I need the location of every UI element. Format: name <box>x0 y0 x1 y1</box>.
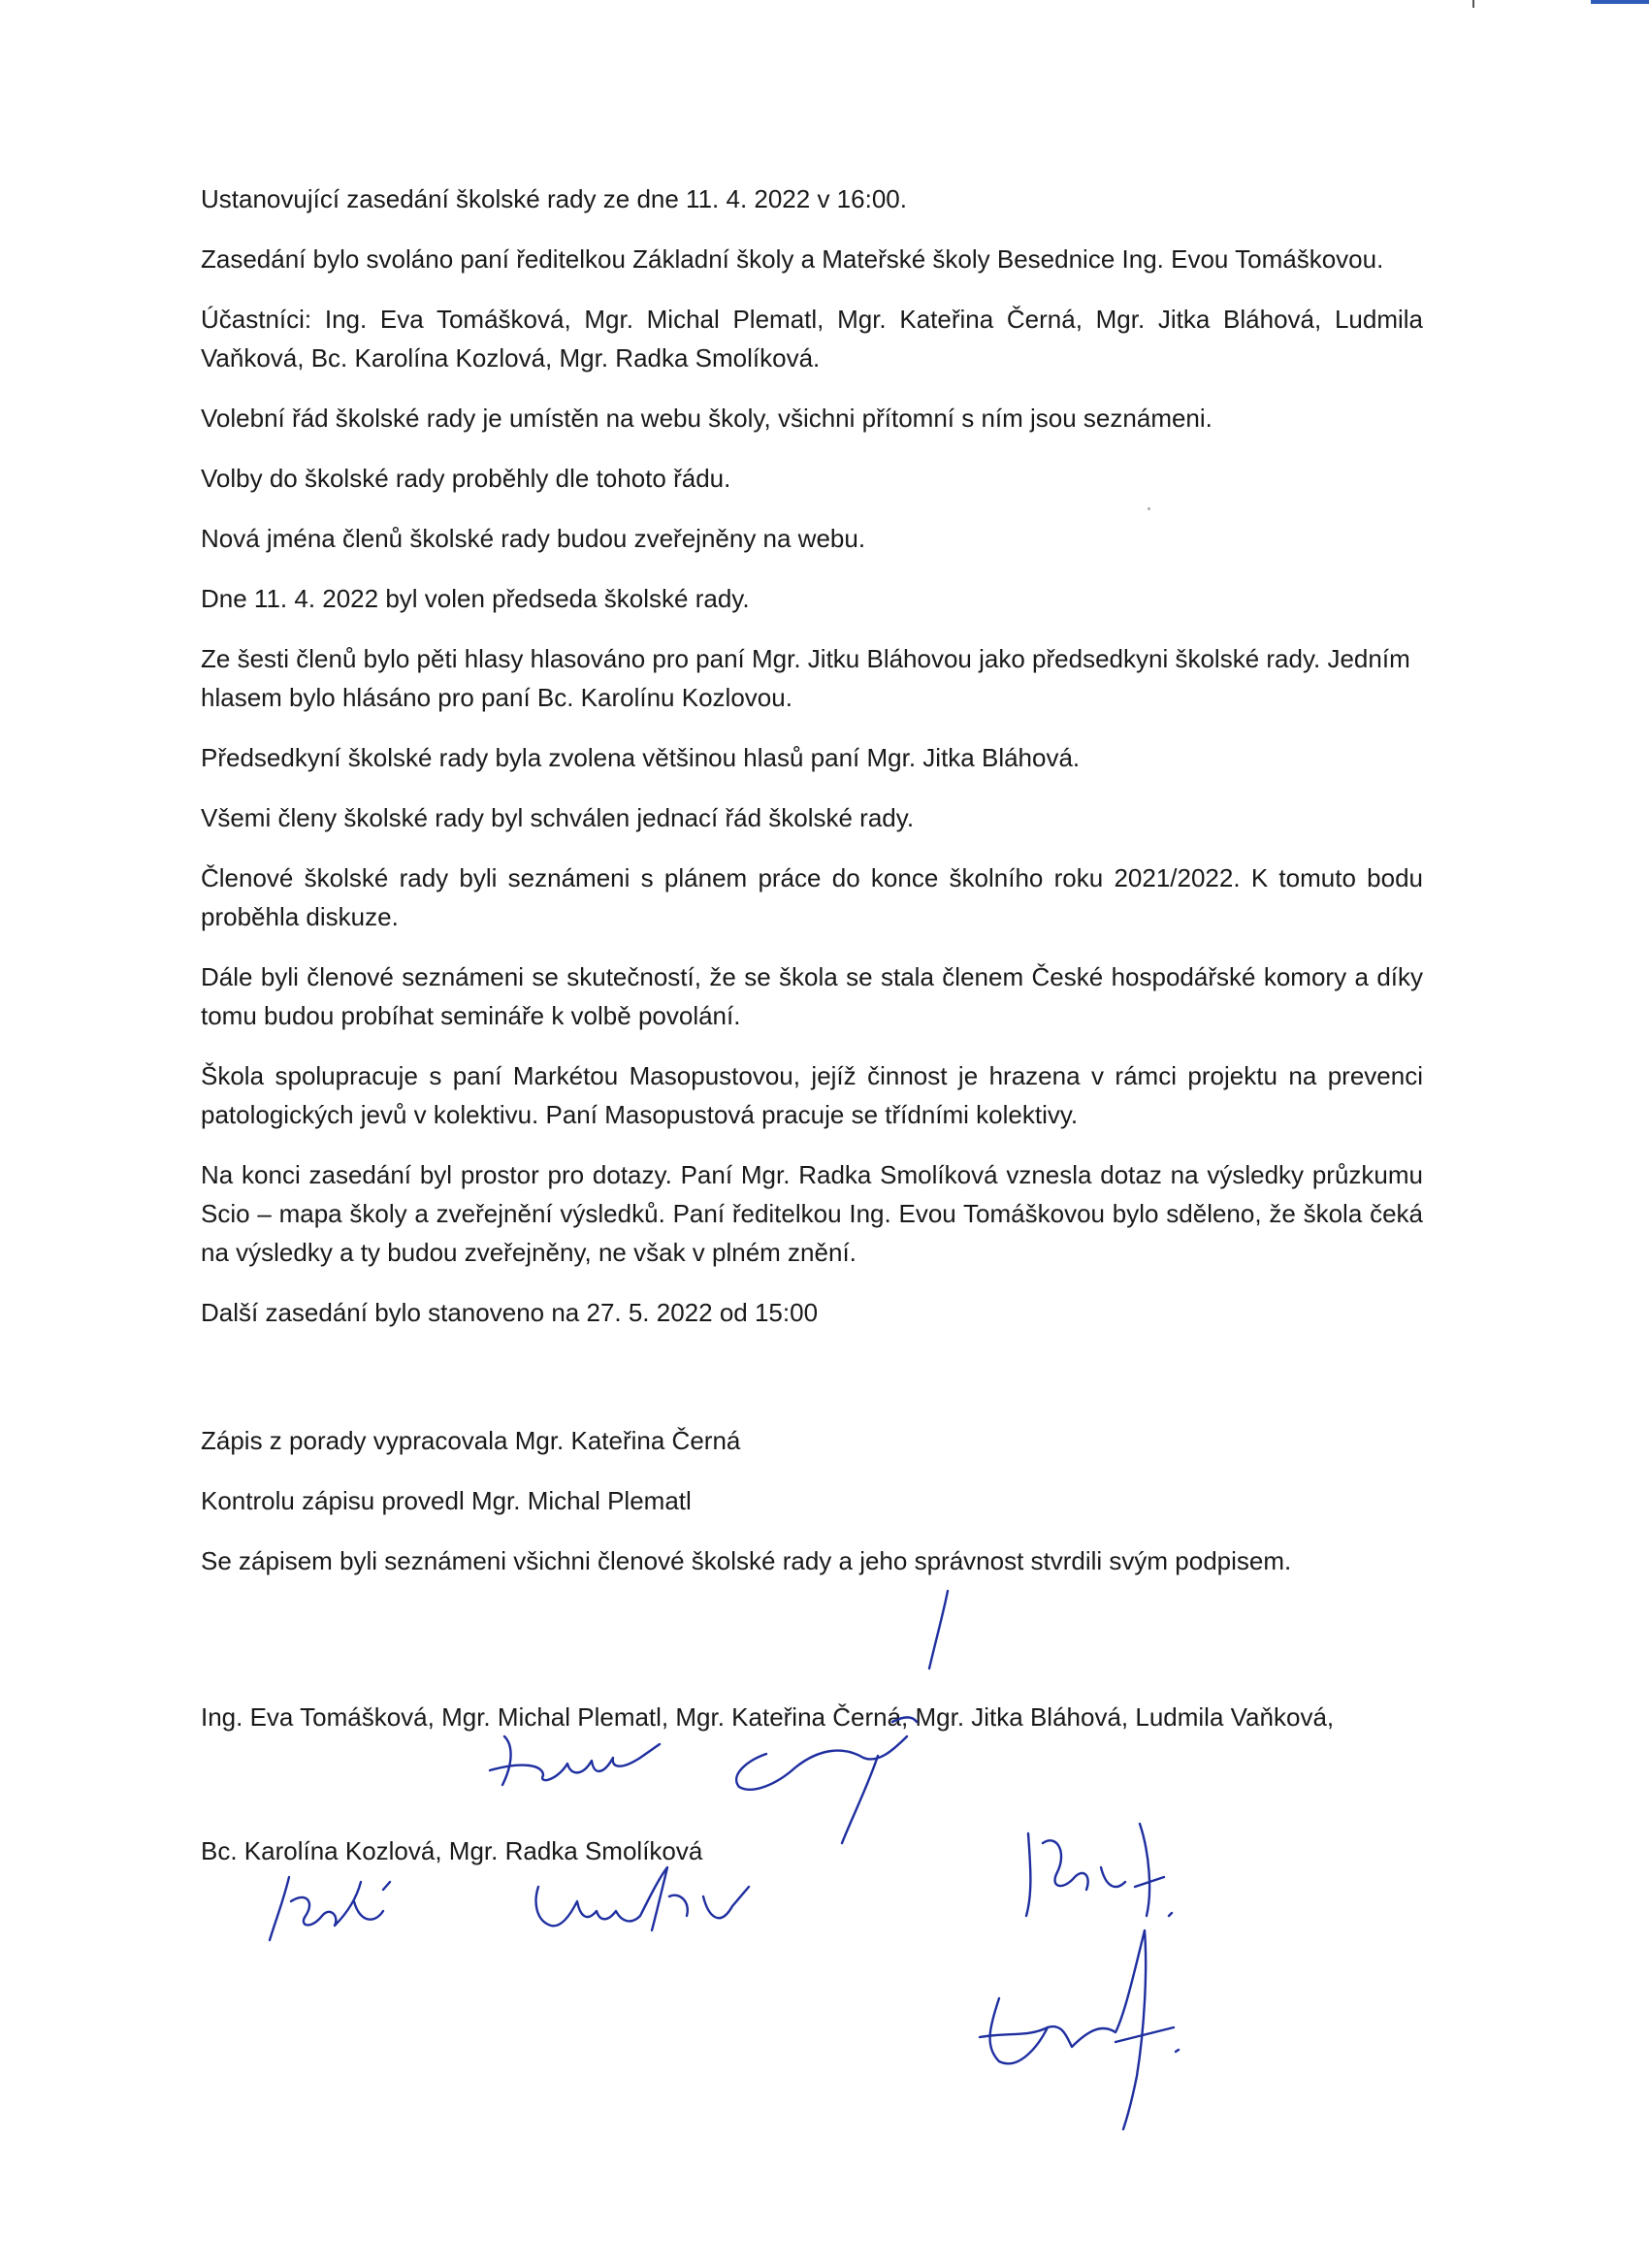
meeting-heading: Ustanovující zasedání školské rady ze dne 11. 4. 2022 v 16:00. <box>201 184 907 213</box>
scan-tick-mark <box>1472 0 1474 8</box>
paragraph-member-names: Nová jména členů školské rady budou zveřejněny na webu. <box>201 524 866 553</box>
signature-stroke-mark <box>929 1591 948 1669</box>
paragraph-participants: Účastníci: Ing. Eva Tomášková, Mgr. Michal Plematl, Mgr. Kateřina Černá, Mgr. Jitka Bláhová, Ludmila Vaňková, Bc. Karolína Kozlová, Mgr. Radka Smolíková. <box>201 305 1423 373</box>
paragraph-chair-election: Dne 11. 4. 2022 byl volen předseda školské rady. <box>201 584 750 613</box>
paragraph-rules-approved: Všemi členy školské rady byl schválen jednací řád školské rady. <box>201 803 915 832</box>
paragraph-next-meeting: Další zasedání bylo stanoveno na 27. 5. 2022 od 15:00 <box>201 1298 819 1327</box>
paragraph-convened: Zasedání bylo svoláno paní ředitelkou Základní školy a Mateřské školy Besednice Ing. Evou Tomáškovou. <box>201 244 1384 274</box>
signature-kozlova <box>270 1877 390 1940</box>
section-spacer <box>201 1353 1423 1421</box>
signature-vankova-lower <box>980 1930 1179 2129</box>
paragraph-questions: Na konci zasedání byl prostor pro dotazy. Paní Mgr. Radka Smolíková vznesla dotaz na výsledky průzkumu Scio – mapa školy a zveřejnění výsledků. Paní ředitelkou Ing. Evou Tomáškovou bylo sděleno, že škola čeká na výsledky a ty budou zveřejněny, ne však v plném znění. <box>201 1160 1423 1267</box>
minutes-acknowledgement: Se zápisem byli seznámeni všichni členové školské rady a jeho správnost stvrdili svým podpisem. <box>201 1546 1292 1575</box>
scan-edge-mark <box>1591 0 1649 4</box>
paragraph-chamber-membership: Dále byli členové seznámeni se skutečností, že se škola se stala členem České hospodářské komory a díky tomu budou probíhat semináře k volbě povolání. <box>201 962 1423 1030</box>
paragraph-vote-results: Ze šesti členů bylo pěti hlasy hlasováno pro paní Mgr. Jitku Bláhovou jako předsedkyni školské rady. Jedním hlasem bylo hlásáno pro paní Bc. Karolínu Kozlovou. <box>201 644 1410 712</box>
signatories-line-1: Ing. Eva Tomášková, Mgr. Michal Plematl, Mgr. Kateřina Černá, Mgr. Jitka Bláhová, Ludmila Vaňková, <box>201 1702 1335 1732</box>
signatories-line-2: Bc. Karolína Kozlová, Mgr. Radka Smolíková <box>201 1836 703 1865</box>
document-page <box>201 179 1423 1865</box>
minutes-checked-by: Kontrolu zápisu provedl Mgr. Michal Plematl <box>201 1486 692 1515</box>
paragraph-work-plan: Členové školské rady byli seznámeni s plánem práce do konce školního roku 2021/2022. K tomuto bodu proběhla diskuze. <box>201 863 1423 931</box>
paragraph-cooperation: Škola spolupracuje s paní Markétou Masopustovou, jejíž činnost je hrazena v rámci projektu na prevenci patologických jevů v kolektivu. Paní Masopustová pracuje se třídními kolektivy. <box>201 1061 1423 1129</box>
signatories-block <box>201 1698 1423 1870</box>
paragraph-chair-elected: Předsedkyní školské rady byla zvolena většinou hlasů paní Mgr. Jitka Bláhová. <box>201 743 1081 772</box>
paragraph-election-rules: Volební řád školské rady je umístěn na webu školy, všichni přítomní s ním jsou seznámeni. <box>201 404 1212 433</box>
signature-smolikova <box>536 1867 749 1930</box>
minutes-prepared-by: Zápis z porady vypracovala Mgr. Kateřina Černá <box>201 1426 741 1455</box>
paragraph-elections: Volby do školské rady proběhly dle tohoto řádu. <box>201 464 731 493</box>
